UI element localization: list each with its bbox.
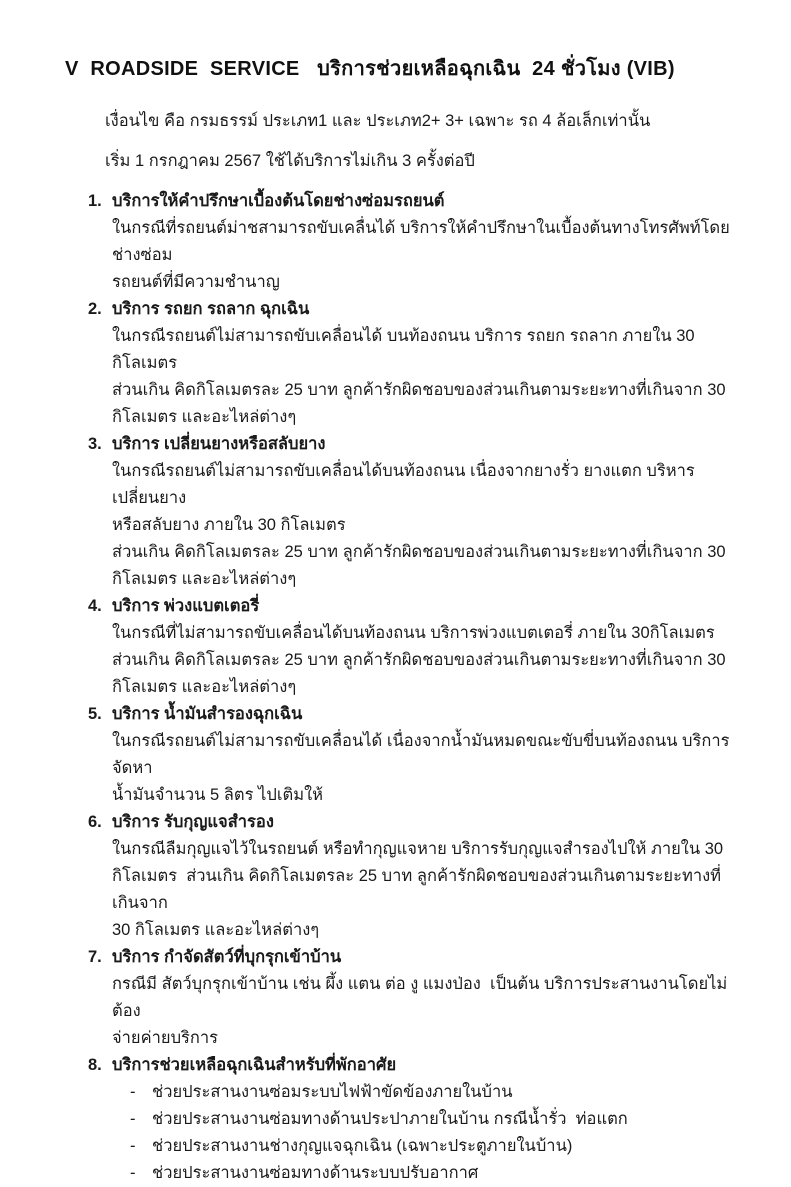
item-body-line: ในกรณีรถยนต์ไม่สามารถขับเคลื่อนได้ เนื่องจากน้ำมันหมดขณะขับขี่บนท้องถนน บริการจัดหา (112, 732, 730, 777)
item-content (112, 593, 736, 701)
item-body-line: กิโลเมตร และอะไหล่ต่างๆ (112, 408, 297, 426)
item-content (112, 431, 736, 593)
item-number: 3. (88, 435, 102, 453)
item-heading: บริการช่วยเหลือฉุกเฉินสำหรับที่พักอาศัย (112, 1056, 397, 1074)
list-item (88, 593, 736, 701)
item-body-line: รถยนต์ที่มีความชำนาญ (112, 273, 280, 291)
list-item (88, 1052, 736, 1187)
item-body-line: ในกรณีรถยนต์ไม่สามารถขับเคลื่อนได้บนท้องถนน เนื่องจากยางรั่ว ยางแตก บริหารเปลี่ยนยาง (112, 462, 695, 507)
item-content (112, 809, 736, 944)
list-item (88, 431, 736, 593)
intro-line: เริ่ม 1 กรกฎาคม 2567 ใช้ได้บริการไม่เกิน 3 ครั้งต่อปี (105, 152, 475, 170)
sub-bullet (112, 1079, 736, 1106)
item-body-line: จ่ายค่ายบริการ (112, 1029, 219, 1047)
item-content (112, 701, 736, 809)
page-title: V ROADSIDE SERVICE บริการช่วยเหลือฉุกเฉิน 24 ชั่วโมง (VIB) (65, 58, 675, 80)
intro-line: เงื่อนไข คือ กรมธรรม์ ประเภท1 และ ประเภท2+ 3+ เฉพาะ รถ 4 ล้อเล็กเท่านั้น (105, 112, 651, 130)
item-content (112, 188, 736, 296)
item-number: 1. (88, 192, 102, 210)
intro-paragraph (105, 108, 731, 175)
sub-bullet-text: ช่วยประสานงานซ่อมระบบไฟฟ้าขัดข้องภายในบ้าน (152, 1083, 513, 1101)
sub-bullet-text: ช่วยประสานงานซ่อมทางด้านระบบปรับอากาศ (152, 1164, 479, 1182)
sub-bullet (112, 1160, 736, 1187)
document-page (0, 52, 791, 1182)
list-item (88, 944, 736, 1052)
item-body-line: ส่วนเกิน คิดกิโลเมตรละ 25 บาท ลูกค้ารักผิดชอบของส่วนเกินตามระยะทางที่เกินจาก 30 (112, 543, 726, 561)
item-heading: บริการ รับกุญแจสำรอง (112, 813, 274, 831)
item-body-line: กิโลเมตร ส่วนเกิน คิดกิโลเมตรละ 25 บาท ลูกค้ารักผิดชอบของส่วนเกินตามระยะทางที่เกินจาก (112, 867, 722, 912)
sub-bullet-text: ช่วยประสานงานซ่อมทางด้านประปาภายในบ้าน กรณีน้ำรั่ว ท่อแตก (152, 1110, 628, 1128)
item-body-line: ในกรณีที่ไม่สามารถขับเคลื่อนได้บนท้องถนน บริการพ่วงแบตเตอรี่ ภายใน 30กิโลเมตร (112, 624, 715, 642)
item-content (112, 296, 736, 431)
sub-bullet-text: ช่วยประสานงานช่างกุญแจฉุกเฉิน (เฉพาะประตูภายในบ้าน) (152, 1137, 573, 1155)
item-body-line: กรณีมี สัตว์บุกรุกเข้าบ้าน เช่น ผึ้ง แตน ต่อ งู แมงป่อง เป็นต้น บริการประสานงานโดยไม่ต้อง (112, 975, 728, 1020)
dash-bullet-marker: - (130, 1110, 136, 1128)
item-number: 2. (88, 300, 102, 318)
item-content (112, 1052, 736, 1187)
list-item (88, 701, 736, 809)
item-body-line: น้ำมันจำนวน 5 ลิตร ไปเติมให้ (112, 786, 324, 804)
item-heading: บริการ เปลี่ยนยางหรือสลับยาง (112, 435, 326, 453)
item-heading: บริการให้คำปรึกษาเบื้องต้นโดยช่างซ่อมรถยนต์ (112, 192, 445, 210)
dash-bullet-marker: - (130, 1083, 136, 1101)
item-number: 4. (88, 597, 102, 615)
item-body-line: ส่วนเกิน คิดกิโลเมตรละ 25 บาท ลูกค้ารักผิดชอบของส่วนเกินตามระยะทางที่เกินจาก 30 (112, 381, 726, 399)
item-body-line: 30 กิโลเมตร และอะไหล่ต่างๆ (112, 921, 320, 939)
item-body-line: หรือสลับยาง ภายใน 30 กิโลเมตร (112, 516, 346, 534)
item-body-line: ในกรณีลืมกุญแจไว้ในรถยนต์ หรือทำกุญแจหาย บริการรับกุญแจสำรองไปให้ ภายใน 30 (112, 840, 724, 858)
item-heading: บริการ พ่วงแบตเตอรี่ (112, 597, 260, 615)
item-number: 8. (88, 1056, 102, 1074)
list-item (88, 296, 736, 431)
item-body-line: ส่วนเกิน คิดกิโลเมตรละ 25 บาท ลูกค้ารักผิดชอบของส่วนเกินตามระยะทางที่เกินจาก 30 (112, 651, 726, 669)
dash-bullet-marker: - (130, 1164, 136, 1182)
service-list (88, 188, 736, 1187)
item-heading: บริการ รถยก รถลาก ฉุกเฉิน (112, 300, 310, 318)
item-body-line: กิโลเมตร และอะไหล่ต่างๆ (112, 570, 297, 588)
item-content (112, 944, 736, 1052)
item-body-line: ในกรณีรถยนต์ไม่สามารถขับเคลื่อนได้ บนท้องถนน บริการ รถยก รถลาก ภายใน 30 กิโลเมตร (112, 327, 700, 372)
item-body-line: ในกรณีที่รถยนต์ม่าชสามารถขับเคลื่นได้ บริการให้คำปรึกษาในเบื้องต้นทางโทรศัพท์โดยช่างซ่อม (112, 219, 730, 264)
sub-bullet (112, 1133, 736, 1160)
list-item (88, 188, 736, 296)
item-heading: บริการ น้ำมันสำรองฉุกเฉิน (112, 705, 303, 723)
item-number: 6. (88, 813, 102, 831)
item-body-line: กิโลเมตร และอะไหล่ต่างๆ (112, 678, 297, 696)
item-heading: บริการ กำจัดสัตว์ที่บุกรุกเข้าบ้าน (112, 948, 342, 966)
list-item (88, 809, 736, 944)
sub-bullet (112, 1106, 736, 1133)
item-number: 7. (88, 948, 102, 966)
item-number: 5. (88, 705, 102, 723)
dash-bullet-marker: - (130, 1137, 136, 1155)
